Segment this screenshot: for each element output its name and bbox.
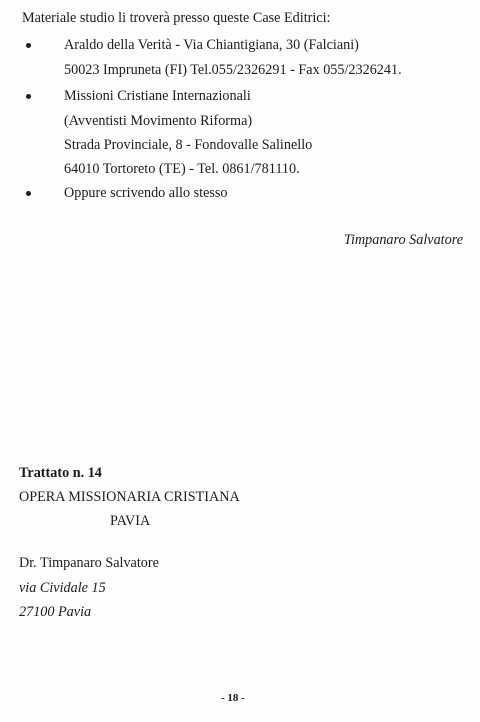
bullet-icon — [26, 43, 31, 48]
intro-text: Materiale studio li troverà presso queste Case Editrici: — [22, 10, 331, 26]
publisher-2-line-3: Strada Provinciale, 8 - Fondovalle Salinello — [64, 137, 313, 153]
organization-name: OPERA MISSIONARIA CRISTIANA — [19, 489, 240, 505]
publisher-3-line-1: Oppure scrivendo allo stesso — [64, 185, 228, 201]
publisher-2-line-1: Missioni Cristiane Internazionali — [64, 88, 251, 104]
publisher-2-line-2: (Avventisti Movimento Riforma) — [64, 113, 253, 129]
publisher-1-line-2: 50023 Impruneta (FI) Tel.055/2326291 - Fax 055/2326241. — [64, 62, 402, 78]
publisher-2-line-4: 64010 Tortoreto (TE) - Tel. 0861/781110. — [64, 161, 300, 177]
contact-city: 27100 Pavia — [19, 604, 92, 620]
organization-city: PAVIA — [110, 513, 151, 529]
signature: Timpanaro Salvatore — [343, 232, 463, 248]
bullet-icon — [26, 94, 31, 99]
page-number: - 18 - — [221, 692, 245, 704]
contact-street: via Cividale 15 — [19, 580, 106, 596]
contact-name: Dr. Timpanaro Salvatore — [19, 555, 159, 571]
publisher-1-line-1: Araldo della Verità - Via Chiantigiana, 30 (Falciani) — [64, 37, 359, 53]
bullet-icon — [26, 191, 31, 196]
tract-number: Trattato n. 14 — [19, 465, 102, 481]
